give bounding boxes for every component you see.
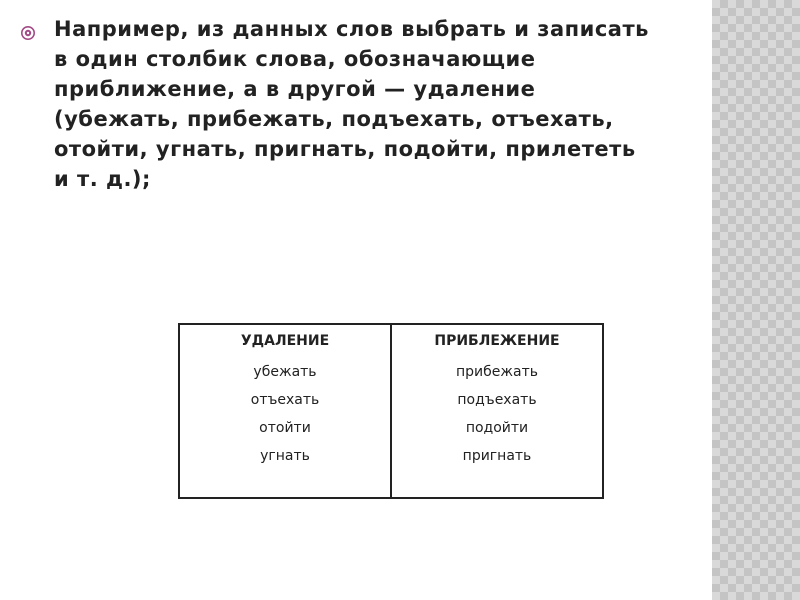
decorative-side-stripe: [712, 0, 800, 600]
bullet-paragraph: [20, 14, 715, 194]
list-item: подойти: [465, 420, 529, 436]
list-item: отъехать: [250, 392, 320, 408]
column-header-removal: УДАЛЕНИЕ: [240, 333, 330, 349]
table-row: [179, 324, 603, 498]
list-item: убежать: [253, 364, 317, 380]
column-header-approach: ПРИБЛЕЖЕНИЕ: [434, 333, 560, 349]
list-item: прибежать: [456, 364, 538, 380]
circled-dot-icon: [20, 14, 54, 45]
words-table: [178, 323, 604, 499]
column-approach: [391, 324, 603, 498]
list-item: пригнать: [462, 448, 532, 464]
list-item: угнать: [260, 448, 310, 464]
list-item: подъехать: [457, 392, 537, 408]
column-removal: [179, 324, 391, 498]
bullet-text: Например, из данных слов выбрать и записать в один столбик слова, обозначающие приближение, а в другой — удаление (убежать, прибежать, подъехать, отъехать, отойти, угнать, пригнать, подойти, прилететь и т. д.);: [54, 17, 649, 191]
list-item: отойти: [259, 420, 311, 436]
